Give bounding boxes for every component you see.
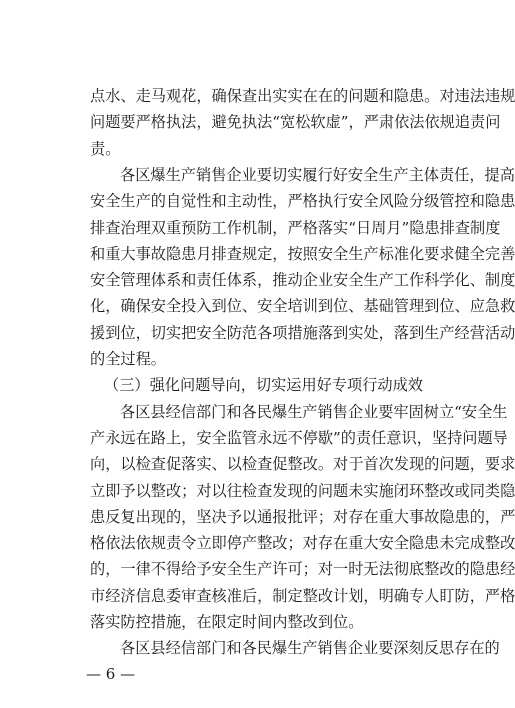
- body-text-line: 患反复出现的，坚决予以通报批评；对存在重大事故隐患的，严: [90, 507, 515, 526]
- body-text-line: 安全生产的自觉性和主动性，严格执行安全风险分级管控和隐患: [90, 192, 515, 211]
- body-text-line: 责。: [90, 139, 121, 158]
- body-text-line: 的，一律不得给予安全生产许可；对一时无法彻底整改的隐患经: [90, 560, 515, 579]
- body-text-line: 问题要严格执法，避免执法“宽松软虚”，严肃依法依规追责问: [90, 113, 501, 132]
- body-text-line: 格依法依规责令立即停产整改；对存在重大安全隐患未完成整改: [90, 534, 515, 553]
- body-text-line: 市经济信息委审查核准后，制定整改计划，明确专人盯防，严格: [90, 586, 515, 605]
- body-text-line: 的全过程。: [90, 350, 166, 368]
- section-heading: （三）强化问题导向，切实运用好专项行动成效: [104, 376, 423, 395]
- body-text-line: 落实防控措施，在限定时间内整改到位。: [90, 613, 364, 631]
- body-text-line: 和重大事故隐患月排查规定，按照安全生产标准化要求健全完善: [90, 244, 515, 263]
- body-text-line: 安全管理体系和责任体系，推动企业安全生产工作科学化、制度: [90, 271, 515, 290]
- body-text-line: 排查治理双重预防工作机制，严格落实“日周月”隐患排查制度: [90, 218, 501, 237]
- body-text-line: 援到位，切实把安全防范各项措施落到实处，落到生产经营活动: [90, 323, 515, 342]
- page-number: — 6 —: [86, 665, 136, 684]
- body-text-line: 立即予以整改；对以往检查发现的问题未实施闭环整改或同类隐: [90, 481, 515, 500]
- paragraph-first-line: 各区爆生产销售企业要切实履行好安全生产主体责任，提高: [120, 165, 515, 184]
- body-text-line: 化，确保安全投入到位、安全培训到位、基础管理到位、应急救: [90, 297, 515, 316]
- body-text-line: 点水、走马观花，确保查出实实在在的问题和隐患。对违法违规: [90, 87, 515, 105]
- paragraph-first-line: 各区县经信部门和各民爆生产销售企业要牢固树立“安全生: [120, 402, 508, 421]
- body-text-line: 向，以检查促落实、以检查促整改。对于首次发现的问题，要求: [90, 455, 515, 474]
- paragraph-first-line: 各区县经信部门和各民爆生产销售企业要深刻反思存在的: [120, 639, 500, 658]
- body-text-line: 产永远在路上，安全监管永远不停歇”的责任意识，坚持问题导: [90, 428, 508, 447]
